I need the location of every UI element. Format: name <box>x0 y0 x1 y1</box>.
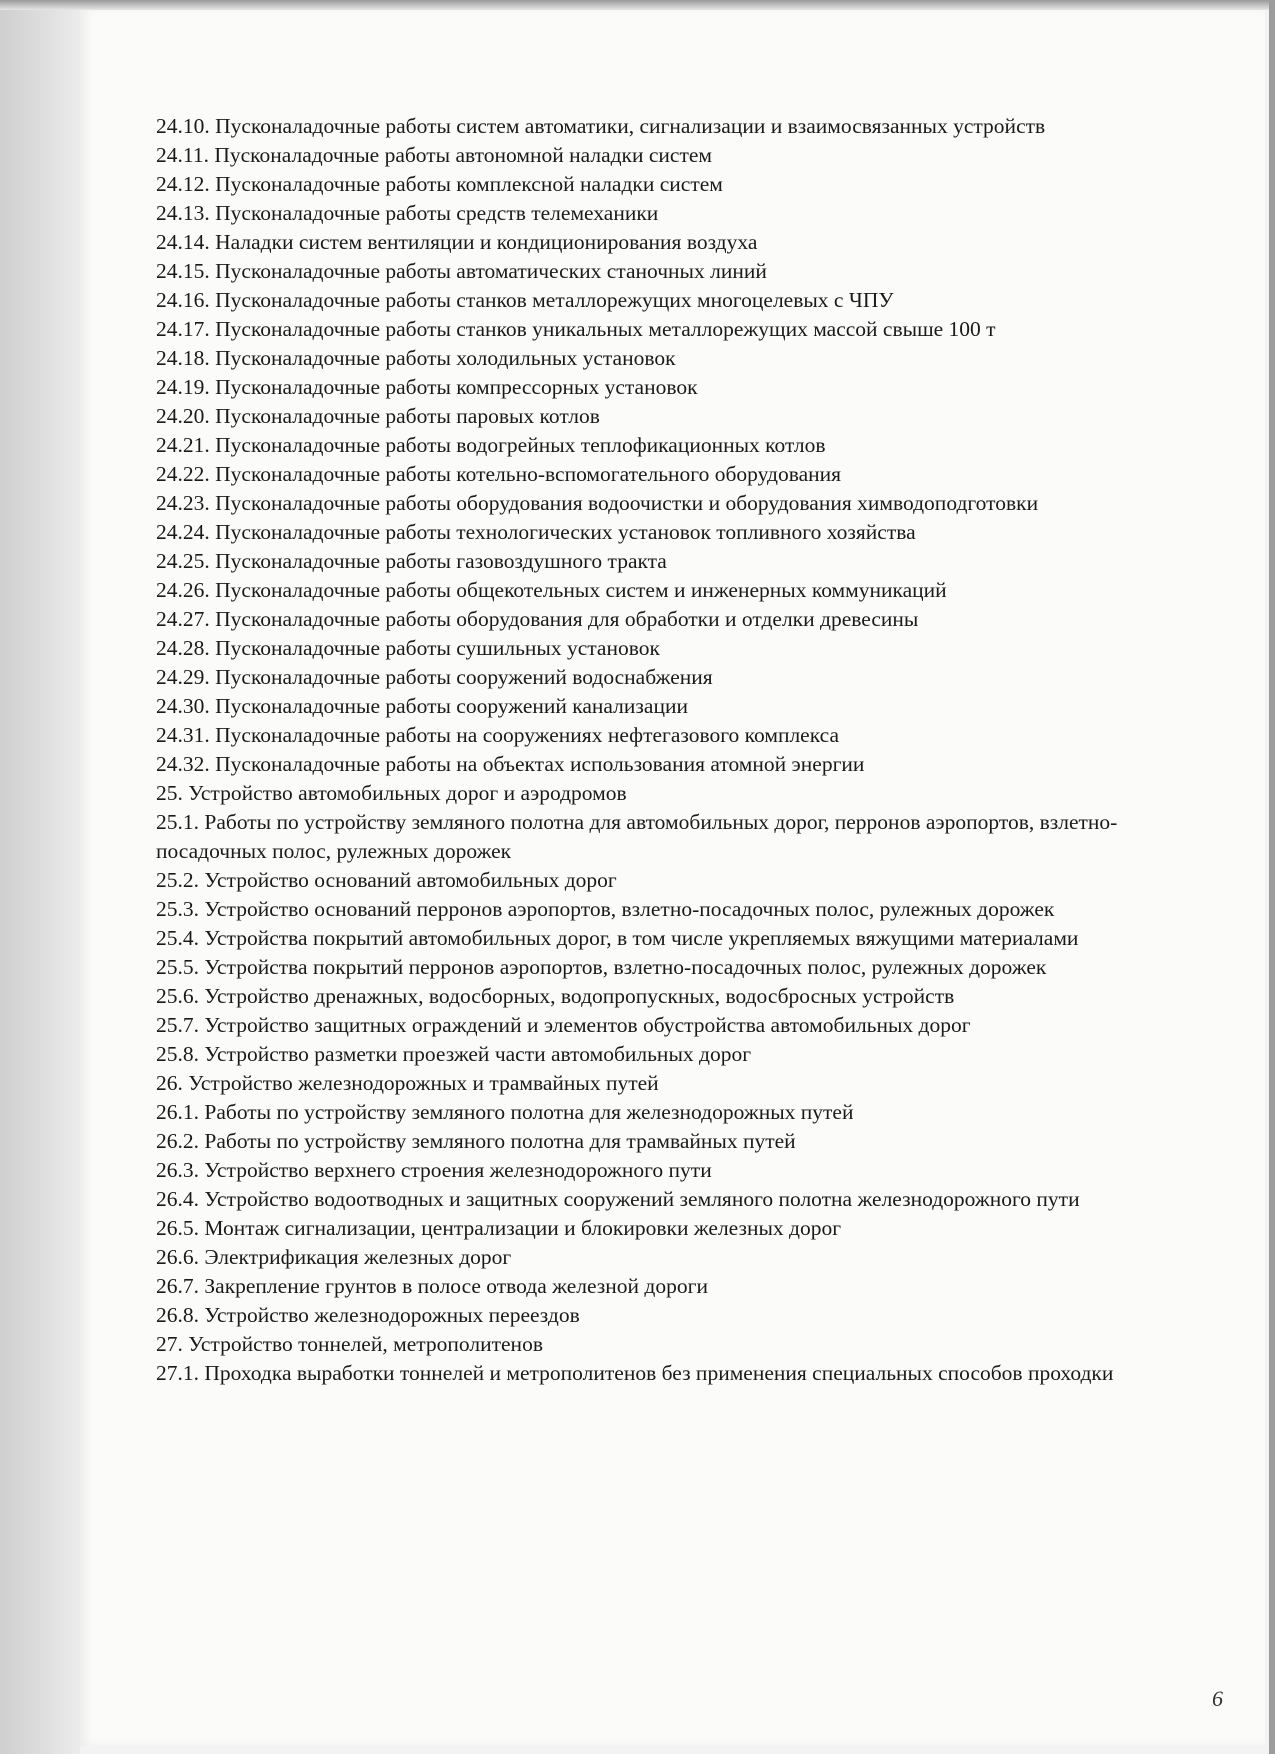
list-item: 26.8. Устройство железнодорожных переездов <box>156 1303 580 1327</box>
list-item: 24.30. Пусконаладочные работы сооружений канализации <box>156 694 688 718</box>
list-item: 24.25. Пусконаладочные работы газовоздушного тракта <box>156 549 667 573</box>
list-item: 26.1. Работы по устройству земляного полотна для железнодорожных путей <box>156 1100 854 1124</box>
page-number: 6 <box>1212 1686 1223 1711</box>
list-item: 24.20. Пусконаладочные работы паровых котлов <box>156 404 600 428</box>
list-item: 25.3. Устройство оснований перронов аэропортов, взлетно-посадочных полос, рулежных дорожек <box>156 897 1055 921</box>
list-item: 24.29. Пусконаладочные работы сооружений водоснабжения <box>156 665 713 689</box>
list-item: 24.15. Пусконаладочные работы автоматических станочных линий <box>156 259 767 283</box>
list-item: 26.3. Устройство верхнего строения железнодорожного пути <box>156 1158 712 1182</box>
list-item: 24.31. Пусконаладочные работы на сооружениях нефтегазового комплекса <box>156 723 839 747</box>
list-item: 24.24. Пусконаладочные работы технологических установок топливного хозяйства <box>156 520 916 544</box>
list-item: 24.23. Пусконаладочные работы оборудования водоочистки и оборудования химводоподготовки <box>156 491 1039 515</box>
list-item: 24.28. Пусконаладочные работы сушильных установок <box>156 636 660 660</box>
list-item: 26.5. Монтаж сигнализации, централизации и блокировки железных дорог <box>156 1216 842 1240</box>
section-heading: 25. Устройство автомобильных дорог и аэродромов <box>156 781 627 805</box>
list-item: 27.1. Проходка выработки тоннелей и метрополитенов без применения специальных способов проходки <box>156 1361 1114 1385</box>
list-item: 25.4. Устройства покрытий автомобильных дорог, в том числе укрепляемых вяжущими материалами <box>156 926 1079 950</box>
list-item: 24.32. Пусконаладочные работы на объектах использования атомной энергии <box>156 752 865 776</box>
list-item: 25.2. Устройство оснований автомобильных дорог <box>156 868 617 892</box>
list-item: 24.11. Пусконаладочные работы автономной наладки систем <box>156 143 713 167</box>
list-item: 26.2. Работы по устройству земляного полотна для трамвайных путей <box>156 1129 796 1153</box>
scan-right-edge <box>1269 0 1275 1754</box>
list-item: 24.26. Пусконаладочные работы общекотельных систем и инженерных коммуникаций <box>156 578 947 602</box>
list-item: 24.12. Пусконаладочные работы комплексной наладки систем <box>156 172 723 196</box>
list-item: 24.14. Наладки систем вентиляции и кондиционирования воздуха <box>156 230 758 254</box>
scan-left-margin <box>0 0 80 1754</box>
list-item: 24.27. Пусконаладочные работы оборудования для обработки и отделки древесины <box>156 607 919 631</box>
list-item: 24.21. Пусконаладочные работы водогрейных теплофикационных котлов <box>156 433 826 457</box>
list-item: 26.7. Закрепление грунтов в полосе отвода железной дороги <box>156 1274 708 1298</box>
list-item: 25.7. Устройство защитных ограждений и элементов обустройства автомобильных дорог <box>156 1013 971 1037</box>
list-item: 25.6. Устройство дренажных, водосборных, водопропускных, водосбросных устройств <box>156 984 955 1008</box>
list-item: 24.10. Пусконаладочные работы систем автоматики, сигнализации и взаимосвязанных устройств <box>156 114 1046 138</box>
section-heading: 26. Устройство железнодорожных и трамвайных путей <box>156 1071 659 1095</box>
list-item: 24.17. Пусконаладочные работы станков уникальных металлорежущих массой свыше 100 т <box>156 317 996 341</box>
list-item: 24.22. Пусконаладочные работы котельно-вспомогательного оборудования <box>156 462 842 486</box>
list-item: 25.5. Устройства покрытий перронов аэропортов, взлетно-посадочных полос, рулежных дорожек <box>156 955 1047 979</box>
list-item: 24.16. Пусконаладочные работы станков металлорежущих многоцелевых с ЧПУ <box>156 288 894 312</box>
list-item: 26.6. Электрификация железных дорог <box>156 1245 512 1269</box>
list-item: 24.18. Пусконаладочные работы холодильных установок <box>156 346 676 370</box>
section-heading: 27. Устройство тоннелей, метрополитенов <box>156 1332 543 1356</box>
list-item: 26.4. Устройство водоотводных и защитных сооружений земляного полотна железнодорожного пути <box>156 1187 1080 1211</box>
list-item: 24.19. Пусконаладочные работы компрессорных установок <box>156 375 698 399</box>
scan-top-edge <box>0 0 1275 10</box>
list-item: 25.1. Работы по устройству земляного полотна для автомобильных дорог, перронов аэропортов, взлетно-посадочных полос, рулежных дорожек <box>156 810 1118 863</box>
list-item: 24.13. Пусконаладочные работы средств телемеханики <box>156 201 659 225</box>
document-body <box>156 112 1156 1388</box>
list-item: 25.8. Устройство разметки проезжей части автомобильных дорог <box>156 1042 752 1066</box>
